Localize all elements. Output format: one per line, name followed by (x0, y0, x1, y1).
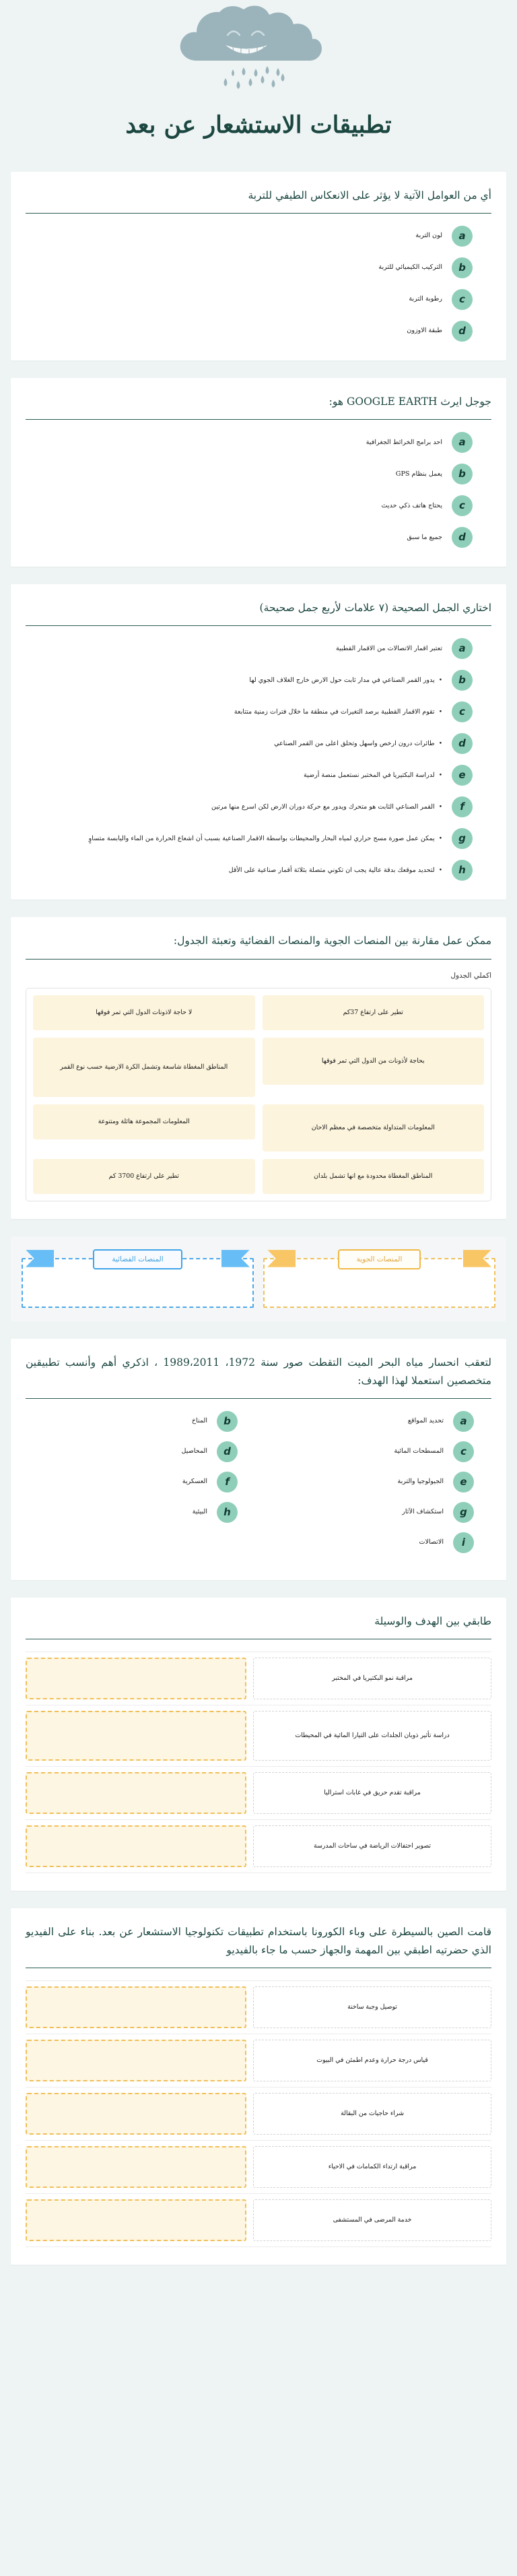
match-row (26, 2034, 491, 2087)
option-row[interactable] (262, 1502, 491, 1523)
option-text: يدور القمر الصناعي في مدار ثابت حول الارض خارج الغلاف الجوي لها (249, 676, 435, 684)
match-row (26, 2141, 491, 2194)
option-row[interactable] (26, 1502, 255, 1523)
ribbon-label: المنصات الجوية (338, 1249, 421, 1269)
option-row[interactable] (26, 432, 491, 453)
match-answer-slot[interactable] (26, 2146, 246, 2188)
option-label: البيئية (192, 1508, 207, 1516)
option-text: يمكن عمل صورة مسح حراري لمياه البحار والمحيطات بواسطة الاقمار الصناعية بسبب أن اشعاع الحرارة من الماء واليابسة متساوٍ (88, 834, 435, 842)
option-label: يعمل بنظام GPS (395, 470, 442, 478)
match-answer-slot[interactable] (26, 1986, 246, 2028)
match-row (26, 1981, 491, 2034)
option-row[interactable] (26, 495, 491, 516)
table-cell[interactable]: تطير على ارتفاع 37كم (263, 995, 485, 1030)
table-cell[interactable]: لا حاجة لاذونات الدول التي تمر فوقها (33, 995, 255, 1030)
option-row[interactable] (26, 257, 491, 278)
option-letter-badge: d (217, 1441, 238, 1462)
option-row[interactable] (26, 289, 491, 310)
match-row (26, 1820, 491, 1873)
option-letter-badge: f (452, 796, 473, 817)
option-label: استكشاف الآثار (402, 1508, 444, 1516)
china-question-card (11, 1908, 506, 2265)
option-label (211, 802, 442, 813)
option-letter-badge: b (452, 464, 473, 484)
match-prompt[interactable]: خدمة المرضى في المستشفى (253, 2199, 491, 2241)
match-row (26, 1705, 491, 1767)
option-row[interactable] (26, 226, 491, 247)
option-letter-badge: c (452, 289, 473, 310)
divider (26, 1398, 491, 1399)
option-text: لتحديد موقعك بدقة عالية يجب ان تكوني متصلة بثلاثة أقمار صناعية على الأقل (228, 866, 435, 874)
page-title: تطبيقات الاستشعار عن بعد (125, 111, 392, 139)
match-prompt[interactable]: مراقبة ارتداء الكمامات في الاحياء (253, 2146, 491, 2188)
option-label: المسطحات المائية (394, 1447, 444, 1455)
match-answer-slot[interactable] (26, 1658, 246, 1699)
smiling-rain-cloud-icon (158, 5, 359, 106)
options-list-q3 (26, 638, 491, 881)
option-letter-badge: e (453, 1472, 474, 1493)
match-answer-slot[interactable] (26, 1711, 246, 1761)
match-prompt[interactable]: شراء حاجيات من البقالة (253, 2093, 491, 2135)
option-row[interactable] (26, 860, 491, 881)
page-header (0, 0, 517, 172)
bullet-icon: • (438, 740, 442, 747)
option-letter-badge: a (452, 638, 473, 659)
dropzone-target[interactable] (263, 1258, 495, 1308)
bullet-icon: • (438, 867, 442, 874)
comparison-table (26, 988, 491, 1201)
dead-sea-question-card (11, 1339, 506, 1580)
option-text: طائرات درون ارخص واسهل وتحلق اعلى من القمر الصناعي (274, 739, 435, 747)
option-letter-badge: g (453, 1502, 474, 1523)
option-label: طبقة الاوزون (407, 327, 442, 335)
option-row[interactable] (26, 1411, 255, 1432)
table-cell-wrap (263, 1038, 485, 1097)
question-card-q2 (11, 378, 506, 567)
match-answer-slot[interactable] (26, 2040, 246, 2081)
option-row[interactable] (26, 733, 491, 754)
option-row[interactable] (26, 670, 491, 691)
bullet-icon: • (438, 708, 442, 716)
option-label: التركيب الكيميائي للتربة (378, 263, 442, 272)
option-letter-badge: e (452, 765, 473, 786)
table-question-note: اكملي الجدول (450, 971, 491, 980)
comparison-table-grid (33, 995, 484, 1194)
option-row[interactable] (26, 701, 491, 722)
option-letter-badge: a (452, 226, 473, 247)
question-title-q2: جوجل ايرث GOOGLE EARTH هو: (329, 396, 491, 408)
option-letter-badge: b (452, 257, 473, 278)
match-prompt[interactable]: توصيل وجبة ساخنة (253, 1986, 491, 2028)
china-match-list (26, 1980, 491, 2247)
option-text: تقوم الاقمار القطبية برصد التغيرات في منطقة ما خلال فترات زمنية متتابعة (234, 708, 435, 716)
table-cell[interactable]: تطير على ارتفاع 3700 كم (33, 1159, 255, 1194)
option-label: العسكرية (182, 1478, 207, 1486)
option-row[interactable] (26, 638, 491, 659)
table-cell[interactable]: المعلومات المتداولة متخصصة في معظم الاحان (263, 1104, 485, 1152)
option-label (229, 865, 442, 876)
table-cell-wrap (33, 1038, 255, 1097)
option-row[interactable] (262, 1472, 491, 1493)
options-list-q2 (26, 432, 491, 548)
option-row[interactable] (26, 765, 491, 786)
option-letter-badge: g (452, 828, 473, 849)
match-answer-slot[interactable] (26, 1772, 246, 1814)
dropzone-row (22, 1246, 495, 1308)
table-cell-wrap (263, 995, 485, 1030)
match-answer-slot[interactable] (26, 2093, 246, 2135)
option-label: يحتاج هاتف ذكي حديث (381, 501, 442, 509)
match-question-card (11, 1598, 506, 1891)
match-row (26, 2087, 491, 2141)
option-row[interactable] (26, 321, 491, 342)
option-label: لون التربة (415, 232, 442, 240)
option-letter-badge: c (452, 495, 473, 516)
question-title-q1: أي من العوامل الآتية لا يؤثر على الانعكاس الطيفي للتربة (248, 189, 491, 201)
china-question-title: قامت الصين بالسيطرة على وباء الكورونا باستخدام تطبيقات تكنولوجيا الاستشعار عن بعد. بناء على الفيديو الذي حضرتيه اطبقي بين المهمة والجهاز حسب ما جاء بالفيديو (26, 1925, 491, 1956)
divider (26, 213, 491, 214)
rain-cloud-illustration (0, 5, 517, 106)
dropzone-aerial-platforms[interactable] (263, 1246, 495, 1308)
option-letter-badge: a (452, 432, 473, 453)
option-label (274, 739, 442, 749)
match-question-title: طابقي بين الهدف والوسيلة (374, 1614, 491, 1627)
option-label: المحاصيل (181, 1447, 207, 1455)
table-cell[interactable]: المناطق المغطاة شاسعة وتشمل الكرة الارضية حسب نوع القمر (33, 1038, 255, 1097)
option-letter-badge: c (452, 701, 473, 722)
option-label: احد برامج الخرائط الجغرافية (366, 438, 442, 446)
table-cell[interactable]: بحاجة لأذونات من الدول التي تمر فوقها (263, 1038, 485, 1085)
match-list (26, 1652, 491, 1873)
option-row[interactable] (262, 1532, 491, 1553)
option-label: تحديد المواقع (407, 1417, 444, 1425)
option-label (89, 834, 442, 844)
option-label: الجيولوجيا والتربة (397, 1478, 444, 1486)
match-row (26, 1652, 491, 1705)
option-label: رطوبة التربة (409, 295, 442, 303)
match-answer-slot[interactable] (26, 1825, 246, 1867)
option-letter-badge: c (453, 1441, 474, 1462)
table-cell-wrap (263, 1104, 485, 1152)
option-label: جميع ما سبق (407, 533, 442, 541)
ribbon-label: المنصات الفضائية (93, 1249, 182, 1269)
table-cell[interactable]: المناطق المغطاة محدودة مع انها تشمل بلدان (263, 1159, 485, 1194)
table-question-card (11, 917, 506, 1218)
dropzone-target[interactable] (22, 1258, 254, 1308)
option-label (234, 707, 442, 718)
divider (26, 625, 491, 626)
option-row[interactable] (26, 1472, 255, 1493)
option-label: الاتصالات (419, 1538, 444, 1546)
table-question-title: ممكن عمل مقارنة بين المنصات الجوية والمنصات الفضائية وتعبئة الجدول: (173, 935, 491, 947)
option-row[interactable] (26, 527, 491, 548)
option-row[interactable] (262, 1411, 491, 1432)
bullet-icon: • (438, 835, 442, 842)
match-prompt[interactable]: قياس درجة حرارة وعدم اطمئن في البيوت (253, 2040, 491, 2081)
option-letter-badge: b (452, 670, 473, 691)
question-card-q3 (11, 584, 506, 900)
divider (26, 419, 491, 420)
option-letter-badge: i (453, 1532, 474, 1553)
option-row[interactable] (26, 796, 491, 817)
match-answer-slot[interactable] (26, 2199, 246, 2241)
bullet-icon: • (438, 772, 442, 779)
option-row[interactable] (26, 464, 491, 484)
option-label: تعتبر اقمار الاتصالات من الاقمار القطبية (335, 644, 442, 652)
dead-sea-question-title: لتعقب انحسار مياه البحر الميت التقطت صور سنة 1972، 1989،2011 ، اذكري أهم وأنسب تطبيقين متخصصين استعملا لهذا الهدف: (26, 1356, 491, 1387)
match-row (26, 1767, 491, 1820)
option-letter-badge: f (217, 1472, 238, 1493)
question-title-q3: اختاري الجمل الصحيحة (٧ علامات لأربع جمل صحيحة) (259, 602, 491, 615)
option-letter-badge: d (452, 733, 473, 754)
option-label: المناخ (191, 1417, 207, 1425)
option-letter-badge: d (452, 321, 473, 342)
question-card-q1 (11, 172, 506, 360)
match-row (26, 2194, 491, 2247)
option-text: القمر الصناعي الثابت هو متحرك ويدور مع حركة دوران الارض لكن اسرع منها مرتين (211, 803, 435, 811)
table-cell-wrap (33, 1159, 255, 1194)
bullet-icon: • (438, 803, 442, 811)
dropzone-section (11, 1236, 506, 1321)
table-cell-wrap (33, 995, 255, 1030)
options-list-q1 (26, 226, 491, 342)
option-row[interactable] (262, 1441, 491, 1462)
option-text: لدراسة البكتيريا في المختبر نستعمل منصة أرضية (303, 771, 435, 779)
match-prompt[interactable]: دراسة تأثير ذوبان الجلدات على التيارا المائية في المحيطات (253, 1711, 491, 1761)
option-letter-badge: a (453, 1411, 474, 1432)
option-label (249, 675, 442, 686)
option-row[interactable] (26, 828, 491, 849)
dropzone-space-platforms[interactable] (22, 1246, 254, 1308)
table-cell-wrap (263, 1159, 485, 1194)
option-letter-badge: d (452, 527, 473, 548)
match-prompt[interactable]: مراقبة تقدم حريق في غابات استراليا (253, 1772, 491, 1814)
divider (26, 959, 491, 960)
match-prompt[interactable]: مراقبة نمو البكتيريا في المختبر (253, 1658, 491, 1699)
option-letter-badge: h (217, 1502, 238, 1523)
table-cell[interactable]: المعلومات المجموعة هائلة ومتنوعة (33, 1104, 255, 1139)
table-cell-wrap (33, 1104, 255, 1152)
match-prompt[interactable]: تصوير احتفالات الرياضة في ساحات المدرسة (253, 1825, 491, 1867)
dead-sea-options-grid (26, 1411, 491, 1563)
option-letter-badge: h (452, 860, 473, 881)
option-label (304, 770, 442, 781)
bullet-icon: • (438, 677, 442, 684)
option-letter-badge: b (217, 1411, 238, 1432)
option-row[interactable] (26, 1441, 255, 1462)
